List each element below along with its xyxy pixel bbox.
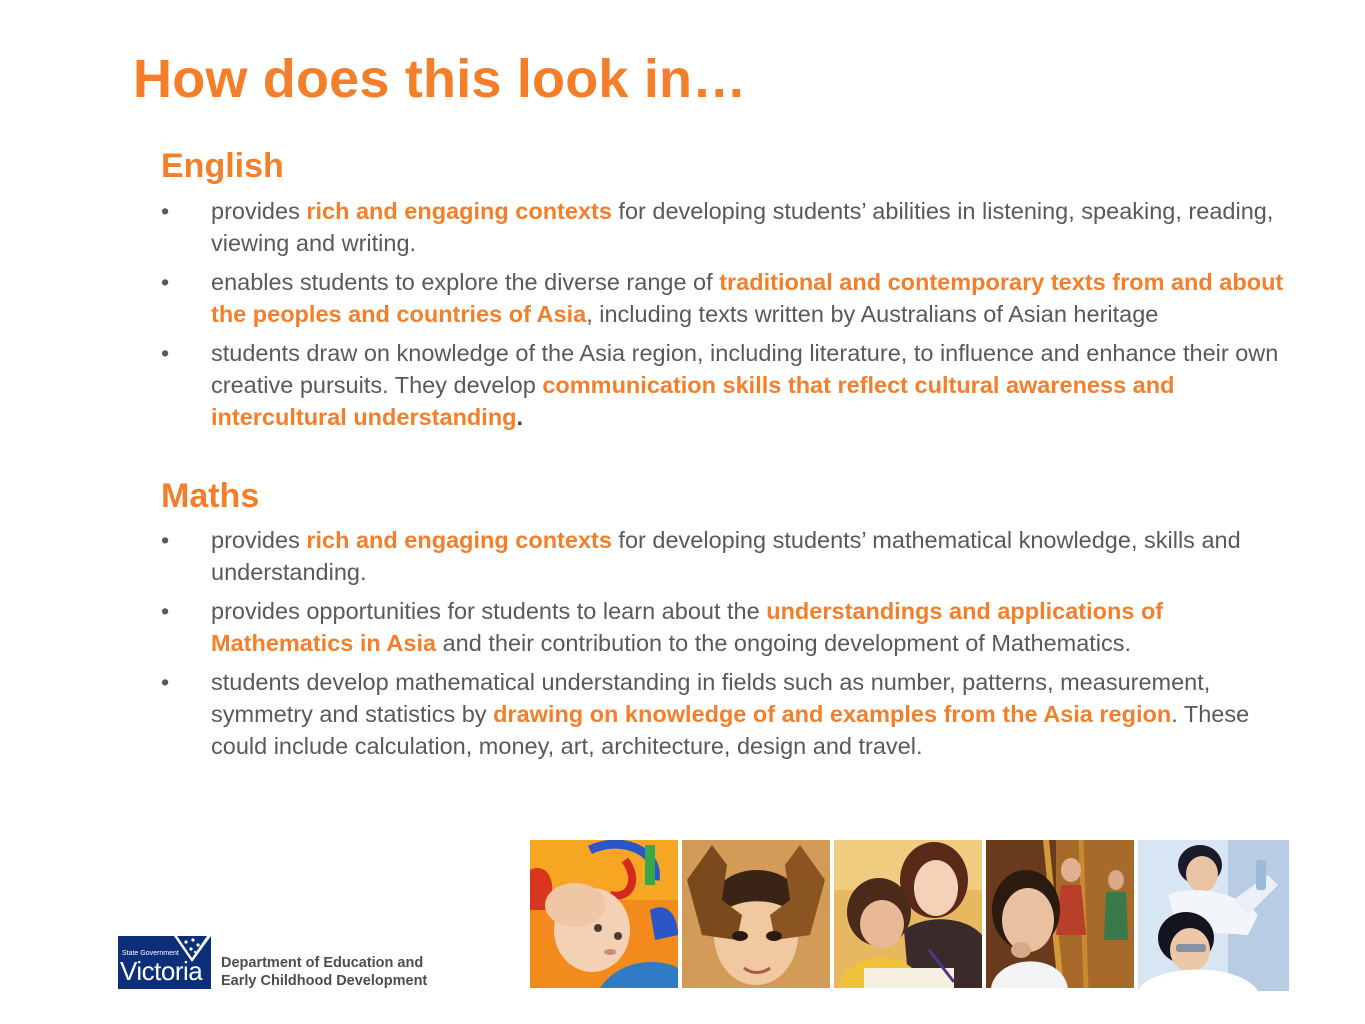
student-and-teacher-photo: [834, 840, 982, 988]
state-government-label: State Government: [122, 950, 179, 957]
highlight-text: communication skills that reflect cultural awareness and intercultural understanding: [211, 372, 1175, 430]
bullet-text: provides: [211, 527, 307, 553]
science-students-photo: [1138, 840, 1289, 991]
child-painted-hands-photo: [682, 840, 830, 988]
bullet-text: for developing students’ abilities in listening, speaking, reading, viewing and writing.: [211, 198, 1274, 256]
bullet-text: for developing students’ mathematical knowledge, skills and understanding.: [211, 527, 1241, 585]
bullet-marker: •: [161, 527, 170, 553]
bullet-text: , including texts written by Australians of Asian heritage: [586, 301, 1159, 327]
bullet-text: students draw on knowledge of the Asia region, including literature, to influence and enhance their own creative pursuits. They develop: [211, 340, 1279, 398]
bullet-text: provides: [211, 198, 307, 224]
english-bullet-3: [161, 337, 1301, 433]
bullet-marker: •: [161, 598, 170, 624]
department-name: [221, 954, 427, 990]
slide-title: How does this look in…: [133, 49, 747, 109]
bullet-marker: •: [161, 669, 170, 695]
department-line-2: Early Childhood Development: [221, 973, 428, 989]
bullet-text: provides opportunities for students to learn about the: [211, 598, 767, 624]
baby-with-toys-photo: [530, 840, 678, 988]
bullet-text: and their contribution to the ongoing development of Mathematics.: [436, 630, 1132, 656]
english-bullet-2: [161, 266, 1301, 330]
maths-bullet-1: [161, 524, 1301, 588]
english-bullet-list: [161, 195, 1301, 440]
english-heading: English: [161, 147, 284, 185]
english-bullet-1: [161, 195, 1301, 259]
department-line-1: Department of Education and: [221, 955, 424, 971]
bullet-text: . These could include calculation, money, art, architecture, design and travel.: [211, 701, 1250, 759]
highlight-text: drawing on knowledge of and examples from the Asia region: [493, 701, 1172, 727]
drama-student-photo: [986, 840, 1134, 988]
bullet-text: .: [516, 404, 524, 430]
highlight-text: understandings and applications of Mathematics in Asia: [211, 598, 1164, 656]
maths-bullet-3: [161, 666, 1301, 762]
highlight-text: rich and engaging contexts: [306, 198, 612, 224]
victoria-government-logo: [118, 936, 428, 992]
highlight-text: traditional and contemporary texts from and about the peoples and countries of Asia: [211, 269, 1284, 327]
bullet-text: students develop mathematical understanding in fields such as number, patterns, measurement, symmetry and statistics by: [211, 669, 1211, 727]
maths-heading: Maths: [161, 477, 260, 515]
maths-bullet-2: [161, 595, 1301, 659]
bullet-marker: •: [161, 340, 170, 366]
highlight-text: rich and engaging contexts: [306, 527, 612, 553]
victoria-label: Victoria: [120, 956, 203, 986]
bullet-text: enables students to explore the diverse range of: [211, 269, 720, 295]
bullet-marker: •: [161, 198, 170, 224]
bullet-marker: •: [161, 269, 170, 295]
victoria-badge: [118, 936, 211, 989]
maths-bullet-list: [161, 524, 1301, 769]
